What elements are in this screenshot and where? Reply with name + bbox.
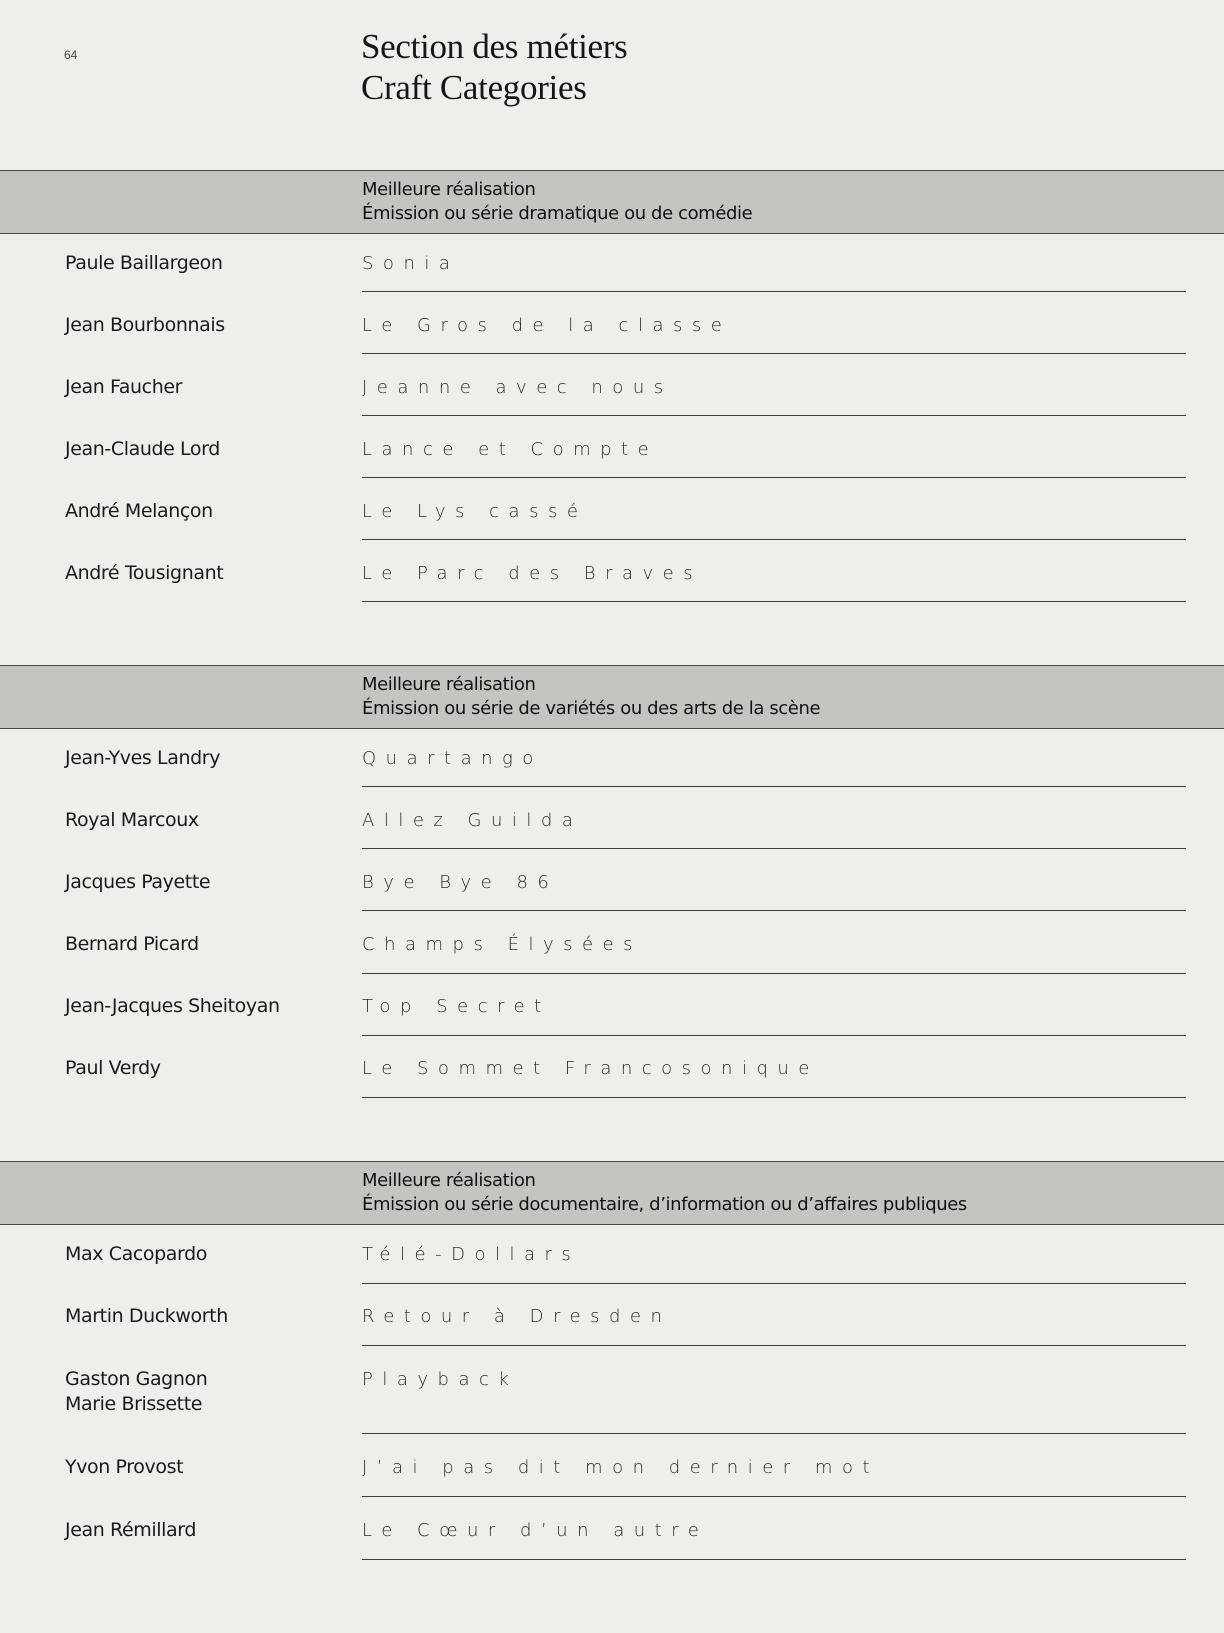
nominee-name-line: Jacques Payette <box>65 871 211 893</box>
nominated-work: Sonia <box>362 253 460 274</box>
divider <box>362 291 1186 292</box>
nominee-name-line: Bernard Picard <box>65 933 199 955</box>
divider <box>362 1035 1186 1036</box>
divider <box>362 353 1186 354</box>
nominated-work: Champs Élysées <box>362 934 642 955</box>
nominee-name-line: Jean Faucher <box>65 376 183 398</box>
divider <box>362 1283 1186 1284</box>
nominee-name-line: André Melançon <box>65 500 213 522</box>
page-title-english: Craft Categories <box>361 68 587 107</box>
nominee-name-line: Royal Marcoux <box>65 809 199 831</box>
nominee-name-line: Jean-Yves Landry <box>65 747 221 769</box>
nominated-work: Le Lys cassé <box>362 501 588 522</box>
nominee-name <box>65 437 220 462</box>
nominated-work: Allez Guilda <box>362 810 583 831</box>
nominated-work: Jeanne avec nous <box>362 377 673 398</box>
category-title: Meilleure réalisation <box>362 179 536 200</box>
nominee-name <box>65 499 213 524</box>
nominated-work: Le Gros de la classe <box>362 315 732 336</box>
nominee-name <box>65 746 220 771</box>
divider <box>362 415 1186 416</box>
nominated-work: Retour à Dresden <box>362 1306 672 1327</box>
nominated-work: Télé-Dollars <box>362 1244 581 1265</box>
nominee-name <box>65 313 225 338</box>
divider <box>362 1496 1186 1497</box>
category-subtitle: Émission ou série dramatique ou de comédie <box>362 203 753 224</box>
divider <box>362 477 1186 478</box>
section-header <box>0 1161 1224 1225</box>
divider <box>362 539 1186 540</box>
nominee-name-line: Jean-Jacques Sheitoyan <box>65 995 280 1017</box>
divider <box>362 1345 1186 1346</box>
nominee-name-line: Marie Brissette <box>65 1393 203 1415</box>
page-title <box>361 26 627 108</box>
section-header <box>0 665 1224 729</box>
nominee-name-line: Max Cacopardo <box>65 1243 207 1265</box>
nominee-name-line: Jean Rémillard <box>65 1519 196 1541</box>
nominated-work: Lance et Compte <box>362 439 659 460</box>
nominated-work: Le Sommet Francosonique <box>362 1058 819 1079</box>
nominee-name-line: Jean Bourbonnais <box>65 314 225 336</box>
nominated-work: Le Cœur d’un autre <box>362 1520 709 1541</box>
nominee-name <box>65 870 210 895</box>
nominee-name <box>65 1455 183 1480</box>
divider <box>362 1559 1186 1560</box>
nominee-name-line: Paul Verdy <box>65 1057 161 1079</box>
category-subtitle: Émission ou série documentaire, d’information ou d’affaires publiques <box>362 1194 967 1215</box>
nominee-name <box>65 251 223 276</box>
nominated-work: Quartango <box>362 748 543 769</box>
nominee-name <box>65 1518 196 1543</box>
nominee-name-line: Gaston Gagnon <box>65 1368 208 1390</box>
divider <box>362 848 1186 849</box>
divider <box>362 1433 1186 1434</box>
category-subtitle: Émission ou série de variétés ou des arts de la scène <box>362 698 821 719</box>
nominee-name <box>65 561 223 586</box>
nominated-work: Top Secret <box>362 996 551 1017</box>
nominated-work: Le Parc des Braves <box>362 563 703 584</box>
category-title: Meilleure réalisation <box>362 674 536 695</box>
divider <box>362 786 1186 787</box>
nominee-name <box>65 932 199 957</box>
nominee-name-line: Paule Baillargeon <box>65 252 223 274</box>
nominee-name-line: André Tousignant <box>65 562 224 584</box>
nominee-name <box>65 808 199 833</box>
nominee-name-line: Jean-Claude Lord <box>65 438 220 460</box>
page-title-french: Section des métiers <box>361 27 628 66</box>
nominee-name <box>65 1056 161 1081</box>
nominee-name <box>65 1242 207 1267</box>
page-number: 64 <box>64 48 78 62</box>
category-title: Meilleure réalisation <box>362 1170 536 1191</box>
nominee-name <box>65 994 280 1019</box>
nominee-name <box>65 375 182 400</box>
nominated-work: Bye Bye 86 <box>362 872 559 893</box>
nominee-name <box>65 1304 228 1329</box>
nominated-work: J’ai pas dit mon dernier mot <box>362 1457 880 1478</box>
nominated-work: Playback <box>362 1369 519 1390</box>
section-header <box>0 170 1224 234</box>
nominee-name-line: Yvon Provost <box>65 1456 184 1478</box>
divider <box>362 910 1186 911</box>
nominee-name <box>65 1367 207 1417</box>
divider <box>362 601 1186 602</box>
divider <box>362 1097 1186 1098</box>
divider <box>362 973 1186 974</box>
nominee-name-line: Martin Duckworth <box>65 1305 228 1327</box>
